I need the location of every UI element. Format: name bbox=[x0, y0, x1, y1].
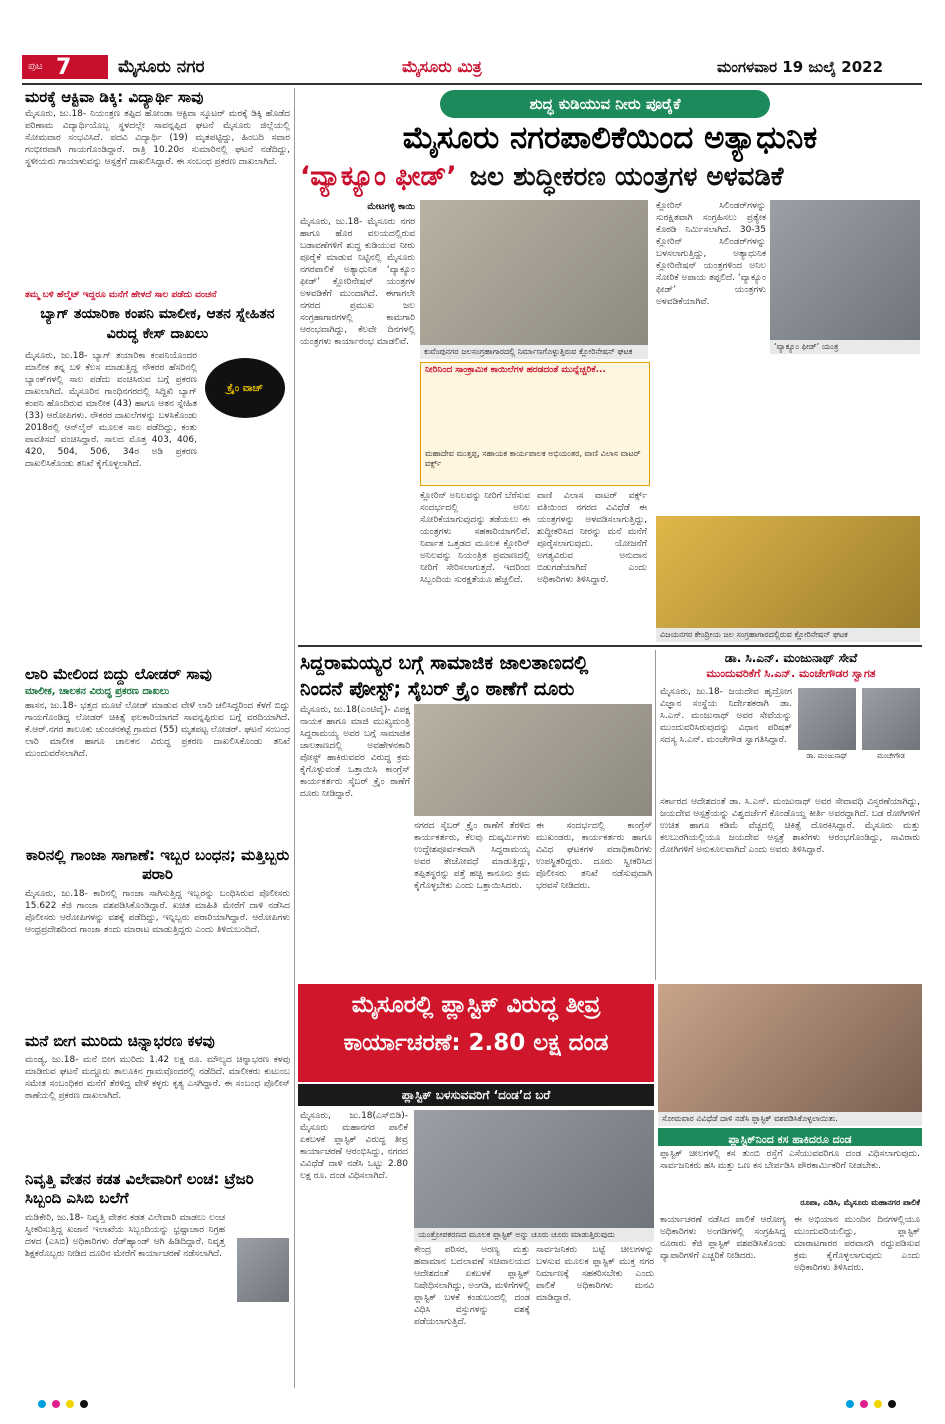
story-siddaramaiah-photo bbox=[414, 704, 652, 816]
plastic-body-a: ಮೈಸೂರು, ಜು.18(ಎಸ್‌ಬಿಡಿ)- ಮೈಸೂರು ಮಹಾನಗರ ಪಾಲಿಕೆ ಏಕಬಳಕೆ ಪ್ಲಾಸ್ಟಿಕ್ ವಿರುದ್ಧ ತೀವ್ರ ಕಾರ್ಯಾಚರಣೆ ಆರಂಭಿಸಿದ್ದು, ನಗರದ ವಿವಿಧೆಡೆ ದಾಳಿ ನಡೆಸಿ ಒಟ್ಟು 2.80 ಲಕ್ಷ ರೂ. ದಂಡ ವಿಧಿಸಲಾಗಿದೆ. bbox=[300, 1111, 408, 1181]
lead-photo-construction-caption: ಕುವೆಂಪುನಗರ ಜಲಸಂಗ್ರಹಾಗಾರದಲ್ಲಿ ನಿರ್ಮಾಣಗೊಳ್ಳುತ್ತಿರುವ ಕ್ಲೋರಿನೇಷನ್ ಘಟಕ bbox=[420, 345, 648, 359]
story-theft-body: ಮಂಡ್ಯ, ಜು.18- ಮನೆ ಬೀಗ ಮುರಿದು 1.42 ಲಕ್ಷ ರೂ. ಮೌಲ್ಯದ ಚಿನ್ನಾಭರಣ ಕಳವು ಮಾಡಿರುವ ಘಟನೆ ಮದ್ದೂರು ತಾಲೂಕಿನ ಗ್ರಾಮವೊಂದರಲ್ಲಿ ನಡೆದಿದೆ. ಮಾಲೀಕರು ಕುಟುಂಬ ಸಮೇತ ಸಂಬಂಧಿಕರ ಮನೆಗೆ ತೆರಳಿದ್ದ ವೇಳೆ ಕಳ್ಳರು ಕೃತ್ಯ ಎಸಗಿದ್ದಾರೆ. ಈ ಸಂಬಂಧ ಪೊಲೀಸ್ ಠಾಣೆಯಲ್ಲಿ ಪ್ರಕರಣ ದಾಖಲಾಗಿದೆ. bbox=[25, 1055, 290, 1101]
plastic-shredder-caption: ಯಂತ್ರೋಪಕರಣದ ಮೂಲಕ ಪ್ಲಾಸ್ಟಿಕ್ ಅನ್ನು ಚೂರು ಚೂರು ಮಾಡುತ್ತಿರುವುದು bbox=[414, 1228, 654, 1242]
lead-photo-vacuum-caption: ‘ವ್ಯಾಕ್ಯೂಂ ಫೀಡ್’ ಯಂತ್ರ bbox=[770, 340, 920, 354]
story-loader-body: ಹಾಸನ, ಜು.18- ಭತ್ತದ ಮೂಟೆ ಲೋಡ್ ಮಾಡುವ ವೇಳೆ ಲಾರಿ ಚಲಿಸಿದ್ದರಿಂದ ಕೆಳಗೆ ಬಿದ್ದು ಗಾಯಗೊಂಡಿದ್ದ ಲೋಡರ್ ಚಿಕಿತ್ಸೆ ಫಲಕಾರಿಯಾಗದೆ ಸಾವನ್ನಪ್ಪಿರುವ ಬಗ್ಗೆ ವರದಿಯಾಗಿದೆ. ಕೆ.ಆರ್.ನಗರ ತಾಲೂಕು ಚುಂಚನಕಟ್ಟೆ ಗ್ರಾಮದ (55) ಮೃತಪಟ್ಟ ಲೋಡರ್. ಘಟನೆ ಸಂಬಂಧ ಲಾರಿ ಮಾಲೀಕ ಹಾಗೂ ಚಾಲಕನ ವಿರುದ್ಧ ಪ್ರಕರಣ ದಾಖಲಿಸಿಕೊಂಡು ತನಿಖೆ ಮುಂದುವರೆಸಲಾಗಿದೆ. bbox=[25, 701, 290, 759]
plastic-raid-photo bbox=[658, 984, 922, 1112]
story-siddaramaiah-body-d bbox=[300, 848, 410, 980]
registration-dot-magenta bbox=[52, 1400, 60, 1408]
left-column bbox=[25, 88, 290, 1390]
story-bag-company-body-cont bbox=[25, 424, 290, 664]
story-manjunath-title-1: ಡಾ. ಸಿ.ಎನ್. ಮಂಜುನಾಥ್ ಸೇವೆ bbox=[724, 651, 858, 665]
story-siddaramaiah-body-c: ಈ ಸಂದರ್ಭದಲ್ಲಿ ಕಾಂಗ್ರೆಸ್ ಮುಖಂಡರು, ಕಾರ್ಯಕರ್ತರು ಹಾಗೂ ವಿವಿಧ ಘಟಕಗಳ ಪದಾಧಿಕಾರಿಗಳು ಉಪಸ್ಥಿತರಿದ್ದರು. ದೂರು ಸ್ವೀಕರಿಸಿದ ಪೊಲೀಸರು ತನಿಖೆ ನಡೆಸುವುದಾಗಿ ಭರವಸೆ ನೀಡಿದರು. bbox=[536, 821, 652, 891]
plastic-body-b: ಕೇಂದ್ರ ಪರಿಸರ, ಅರಣ್ಯ ಮತ್ತು ಹವಾಮಾನ ಬದಲಾವಣೆ ಸಚಿವಾಲಯದ ಆದೇಶದಂತೆ ಏಕಬಳಕೆ ಪ್ಲಾಸ್ಟಿಕ್ ನಿಷೇಧಿಸಲಾಗಿದ್ದು, ಅಂಗಡಿ, ಮಳಿಗೆಗಳಲ್ಲಿ ಪ್ಲಾಸ್ಟಿಕ್ ಬಳಕೆ ಕಂಡುಬಂದಲ್ಲಿ ದಂಡ ವಿಧಿಸಿ ವಸ್ತುಗಳನ್ನು ವಶಕ್ಕೆ ಪಡೆಯಲಾಗುತ್ತಿದೆ. bbox=[414, 1245, 530, 1327]
portrait-manjunath-caption: ಡಾ. ಮಂಜುನಾಥ್ bbox=[806, 752, 848, 760]
page-header bbox=[22, 55, 922, 81]
masthead-logo: ಮೈಸೂರು ಮಿತ್ರ bbox=[402, 57, 482, 76]
plastic-fine-box-body: ಪ್ಲಾಸ್ಟಿಕ್ ಚೀಲಗಳಲ್ಲಿ ಕಸ ತುಂಬಿ ರಸ್ತೆಗೆ ಎಸೆಯುವವರಿಗೂ ದಂಡ ವಿಧಿಸಲಾಗುವುದು. ಸಾರ್ವಜನಿಕರು ಹಸಿ ಮತ್ತು ಒಣ ಕಸ ಬೇರ್ಪಡಿಸಿ ಪೌರಕಾರ್ಮಿಕರಿಗೆ ನೀಡಬೇಕು. bbox=[660, 1149, 920, 1171]
page-number: 7 bbox=[56, 55, 72, 80]
left-column-divider bbox=[294, 88, 295, 1388]
story-acb-title: ನಿವೃತ್ತಿ ವೇತನ ಕಡತ ವಿಲೇವಾರಿಗೆ ಲಂಚ: ಟ್ರೆಜರಿ ಸಿಬ್ಬಂದಿ ಎಸಿಬಿ ಬಲೆಗೆ bbox=[25, 1170, 254, 1207]
plastic-raid-caption: ಸೋಮವಾರ ವಿವಿಧೆಡೆ ದಾಳಿ ನಡೆಸಿ ಪ್ಲಾಸ್ಟಿಕ್ ವಶಪಡಿಸಿಕೊಳ್ಳಲಾಯಿತು. bbox=[658, 1112, 922, 1126]
lead-headline-highlight: ‘ವ್ಯಾಕ್ಯೂಂ ಫೀಡ್’ bbox=[300, 161, 457, 192]
lead-kicker-text: ಶುದ್ಧ ಕುಡಿಯುವ ನೀರು ಪೂರೈಕೆ bbox=[529, 95, 681, 113]
lead-bottom-rule bbox=[298, 645, 922, 647]
story-manjunath-body-a: ಮೈಸೂರು, ಜು.18- ಜಯದೇವ ಹೃದ್ರೋಗ ವಿಜ್ಞಾನ ಸಂಸ್ಥೆಯ ನಿರ್ದೇಶಕರಾಗಿ ಡಾ. ಸಿ.ಎನ್. ಮಂಜುನಾಥ್ ಅವರ ಸೇವೆಯನ್ನು ಮುಂದುವರಿಸಿರುವುದನ್ನು ವಿಧಾನ ಪರಿಷತ್ ಸದಸ್ಯ ಸಿ.ಎನ್. ಮಂಚೇಗೌಡ ಸ್ವಾಗತಿಸಿದ್ದಾರೆ. bbox=[660, 687, 792, 745]
plastic-fine-box-title: ಪ್ಲಾಸ್ಟಿಕ್‌ನಿಂದ ಕಸ ಹಾಕಿದರೂ ದಂಡ bbox=[728, 1133, 852, 1146]
plastic-subtitle: ಪ್ಲಾಸ್ಟಿಕ್ ಬಳಸುವವರಿಗೆ ‘ದಂಡ’ದ ಬರೆ bbox=[401, 1088, 551, 1102]
lead-kicker bbox=[440, 90, 770, 118]
registration-dot-black bbox=[80, 1400, 88, 1408]
lead-info-box-sign: ಮಹಾದೇವ ಮುತ್ತಪ್ಪ, ಸಹಾಯಕ ಕಾರ್ಯಪಾಲಕ ಅಭಿಯಂತರ, ವಾಣಿ ವಿಲಾಸ ವಾಟರ್ ವರ್ಕ್ಸ್ bbox=[425, 449, 641, 468]
lead-col-1: ಮೈಸೂರು, ಜು.18- ಮೈಸೂರು ನಗರ ಹಾಗೂ ಹೊರ ವಲಯದಲ್ಲಿರುವ ಬಡಾವಣೆಗಳಿಗೆ ಶುದ್ಧ ಕುಡಿಯುವ ನೀರು ಪೂರೈಕೆ ಮಾಡುವ ನಿಟ್ಟಿನಲ್ಲಿ ಮೈಸೂರು ನಗರಪಾಲಿಕೆ ಅತ್ಯಾಧುನಿಕ ‘ವ್ಯಾಕ್ಯೂಂ ಫೀಡ್’ ಕ್ಲೋರಿನೇಷನ್ ಯಂತ್ರಗಳ ಅಳವಡಿಕೆಗೆ ಮುಂದಾಗಿದೆ. ಈಗಾಗಲೇ ನಗರದ ಪ್ರಮುಖ ಜಲ ಸಂಗ್ರಹಾಗಾರಗಳಲ್ಲಿ ಕಾಮಗಾರಿ ಆರಂಭವಾಗಿದ್ದು, ಕೆಲವೇ ದಿನಗಳಲ್ಲಿ ಯಂತ್ರಗಳು ಕಾರ್ಯಾರಂಭ ಮಾಡಲಿವೆ. bbox=[300, 217, 415, 347]
portrait-manchegowda-caption: ಮಂಚೇಗೌಡ bbox=[877, 752, 905, 760]
plastic-fine-box-sign: ರೂಪಾ, ಎಡಿಸಿ, ಮೈಸೂರು ಮಹಾನಗರ ಪಾಲಿಕೆ bbox=[800, 1198, 920, 1207]
plastic-subtitle-bar bbox=[298, 1084, 654, 1106]
page-number-box bbox=[22, 55, 108, 79]
story-loader-title: ಲಾರಿ ಮೇಲಿಂದ ಬಿದ್ದು ಲೋಡರ್ ಸಾವು bbox=[25, 665, 212, 683]
plastic-right-body-a: ಕಾರ್ಯಾಚರಣೆ ನಡೆಸಿದ ಪಾಲಿಕೆ ಆರೋಗ್ಯ ಅಧಿಕಾರಿಗಳು ಅಂಗಡಿಗಳಲ್ಲಿ ಸಂಗ್ರಹಿಸಿದ್ದ ನೂರಾರು ಕೆಜಿ ಪ್ಲಾಸ್ಟಿಕ್ ವಶಪಡಿಸಿಕೊಂಡು ವ್ಯಾಪಾರಿಗಳಿಗೆ ಎಚ್ಚರಿಕೆ ನೀಡಿದರು. bbox=[660, 1215, 786, 1261]
page-label: ಪುಟ bbox=[28, 61, 43, 72]
plastic-body-c: ಸಾರ್ವಜನಿಕರು ಬಟ್ಟೆ ಚೀಲಗಳನ್ನು ಬಳಸುವ ಮೂಲಕ ಪ್ಲಾಸ್ಟಿಕ್ ಮುಕ್ತ ನಗರ ನಿರ್ಮಾಣಕ್ಕೆ ಸಹಕರಿಸಬೇಕು ಎಂದು ಪಾಲಿಕೆ ಅಧಿಕಾರಿಗಳು ಮನವಿ ಮಾಡಿದ್ದಾರೆ. bbox=[536, 1245, 654, 1303]
lead-col-4: ಕ್ಲೋರಿನ್ ಸಿಲಿಂಡರ್‌ಗಳನ್ನು ಸುರಕ್ಷಿತವಾಗಿ ಸಂಗ್ರಹಿಸಲು ಪ್ರತ್ಯೇಕ ಕೊಠಡಿ ನಿರ್ಮಿಸಲಾಗಿದೆ. 30-35 ಕ್ಲೋರಿನ್ ಸಿಲಿಂಡರ್‌ಗಳನ್ನು ಬಳಸಲಾಗುತ್ತಿದ್ದು, ಅತ್ಯಾಧುನಿಕ ಕ್ಲೋರಿನೇಷನ್ ಯಂತ್ರಗಳಿಂದ ಅನಿಲ ಸೋರಿಕೆ ಅಪಾಯ ತಪ್ಪಲಿದೆ. ‘ವ್ಯಾಕ್ಯೂಂ ಫೀಡ್’ ಯಂತ್ರಗಳು ಅಳವಡಿಕೆಯಾಗಿವೆ. bbox=[656, 201, 766, 307]
lead-photo-chlorination-caption: ವಿಜಯನಗರ ಕೇಂದ್ರೀಯ ಜಲ ಸಂಗ್ರಹಾಗಾರದಲ್ಲಿರುವ ಕ್ಲೋರಿನೇಷನ್ ಘಟಕ bbox=[656, 628, 920, 642]
lead-byline: ಮೇಟಗಳ್ಳಿ ಕಾಯಿ bbox=[367, 202, 415, 212]
story-siddaramaiah-title-1: ಸಿದ್ದರಾಮಯ್ಯರ ಬಗ್ಗೆ ಸಾಮಾಜಿಕ ಜಾಲತಾಣದಲ್ಲಿ bbox=[300, 652, 589, 674]
story-bag-company-title: ಬ್ಯಾಗ್ ತಯಾರಿಕಾ ಕಂಪನಿ ಮಾಲೀಕ, ಆತನ ಸ್ನೇಹಿತನ ವಿರುದ್ಧ ಕೇಸ್ ದಾಖಲು bbox=[40, 306, 275, 342]
header-rule bbox=[22, 83, 922, 85]
registration-dot-black-2 bbox=[888, 1400, 896, 1408]
plastic-shredder-photo bbox=[414, 1110, 654, 1228]
story-loader-sub: ಮಾಲೀಕ, ಚಾಲಕನ ವಿರುದ್ಧ ಪ್ರಕರಣ ದಾಖಲು bbox=[25, 686, 170, 697]
lead-col-3: ವಾಣಿ ವಿಲಾಸ ವಾಟರ್ ವರ್ಕ್ಸ್ ವತಿಯಿಂದ ನಗರದ ವಿವಿಧೆಡೆ ಈ ಯಂತ್ರಗಳನ್ನು ಅಳವಡಿಸಲಾಗುತ್ತಿದ್ದು, ಶುದ್ಧೀಕರಿಸಿದ ನೀರನ್ನು ಮನೆ ಮನೆಗೆ ಪೂರೈಸಲಾಗುವುದು. ಯೋಜನೆಗೆ ಅಗತ್ಯವಿರುವ ಅನುದಾನ ಬಿಡುಗಡೆಯಾಗಿದೆ ಎಂದು ಅಧಿಕಾರಿಗಳು ತಿಳಿಸಿದ್ದಾರೆ. bbox=[537, 491, 647, 585]
portrait-manchegowda bbox=[862, 688, 920, 750]
crime-watch-label: ಕ್ರೈಂ ವಾಚ್ bbox=[227, 382, 263, 394]
issue-date: ಮಂಗಳವಾರ 19 ಜುಲೈ 2022 bbox=[717, 58, 884, 76]
story-theft-title: ಮನೆ ಬೀಗ ಮುರಿದು ಚಿನ್ನಾಭರಣ ಕಳವು bbox=[25, 1032, 215, 1050]
lead-info-box-title: ನೀರಿನಿಂದ ಸಾಂಕ್ರಾಮಿಕ ಕಾಯಿಲೆಗಳ ಹರಡದಂತೆ ಮುನ್ನೆಚ್ಚರಿಕೆ... bbox=[425, 365, 606, 375]
plastic-title-1: ಮೈಸೂರಲ್ಲಿ ಪ್ಲಾಸ್ಟಿಕ್ ವಿರುದ್ಧ ತೀವ್ರ bbox=[351, 992, 601, 1018]
story-siddaramaiah-title-2: ನಿಂದನೆ ಪೋಸ್ಟ್; ಸೈಬರ್ ಕ್ರೈಂ ಠಾಣೆಗೆ ದೂರು bbox=[300, 678, 575, 700]
lead-col-1-cont bbox=[300, 350, 415, 590]
lead-photo-chlorination-unit bbox=[656, 516, 920, 628]
lead-photo-construction bbox=[420, 200, 648, 345]
registration-dot-cyan bbox=[38, 1400, 46, 1408]
plastic-banner bbox=[298, 984, 654, 1082]
story-manjunath-body-b: ಸರ್ಕಾರದ ಆದೇಶದಂತೆ ಡಾ. ಸಿ.ಎನ್. ಮಂಜುನಾಥ್ ಅವರ ಸೇವಾವಧಿ ವಿಸ್ತರಣೆಯಾಗಿದ್ದು, ಜಯದೇವ ಆಸ್ಪತ್ರೆಯನ್ನು ವಿಶ್ವದರ್ಜೆಗೆ ಕೊಂಡೊಯ್ದ ಕೀರ್ತಿ ಅವರದ್ದಾಗಿದೆ. ಬಡ ರೋಗಿಗಳಿಗೆ ಉಚಿತ ಹಾಗೂ ಕಡಿಮೆ ವೆಚ್ಚದಲ್ಲಿ ಚಿಕಿತ್ಸೆ ದೊರಕಿಸಿದ್ದಾರೆ. ಮೈಸೂರು ಮತ್ತು ಕಲಬುರಗಿಯಲ್ಲಿಯೂ ಜಯದೇವ ಆಸ್ಪತ್ರೆ ಶಾಖೆಗಳು ಆರಂಭಗೊಂಡಿದ್ದು, ಸಾವಿರಾರು ರೋಗಿಗಳಿಗೆ ಅನುಕೂಲವಾಗಿದೆ ಎಂದು ಅವರು ತಿಳಿಸಿದ್ದಾರೆ. bbox=[660, 797, 920, 855]
story-ganja-title: ಕಾರಿನಲ್ಲಿ ಗಾಂಜಾ ಸಾಗಾಣೆ: ಇಬ್ಬರ ಬಂಧನ; ಮತ್ತಿಬ್ಬರು ಪರಾರಿ bbox=[25, 846, 290, 883]
registration-dot-yellow bbox=[66, 1400, 74, 1408]
plastic-fine-box-title-bar bbox=[658, 1128, 922, 1146]
story-ganja-body: ಮೈಸೂರು, ಜು.18- ಕಾರಿನಲ್ಲಿ ಗಾಂಜಾ ಸಾಗಿಸುತ್ತಿದ್ದ ಇಬ್ಬರನ್ನು ಬಂಧಿಸಿರುವ ಪೊಲೀಸರು 15.622 ಕೆಜಿ ಗಾಂಜಾ ವಶಪಡಿಸಿಕೊಂಡಿದ್ದಾರೆ. ಖಚಿತ ಮಾಹಿತಿ ಮೇರೆಗೆ ದಾಳಿ ನಡೆಸಿದ ಪೊಲೀಸರು ಆರೋಪಿಗಳನ್ನು ವಶಕ್ಕೆ ಪಡೆದಿದ್ದು, ಇನ್ನಿಬ್ಬರು ಪರಾರಿಯಾಗಿದ್ದಾರೆ. ಆರೋಪಿಗಳು ಆಂಧ್ರಪ್ರದೇಶದಿಂದ ಗಾಂಜಾ ತಂದು ಮಾರಾಟ ಮಾಡುತ್ತಿದ್ದರು ಎಂದು ತಿಳಿದುಬಂದಿದೆ. bbox=[25, 889, 290, 935]
lead-info-box-body bbox=[425, 377, 645, 447]
lead-photo-vacuum-machine bbox=[770, 200, 920, 340]
plastic-right-body-b: ಈ ಅಭಿಯಾನ ಮುಂದಿನ ದಿನಗಳಲ್ಲಿಯೂ ಮುಂದುವರಿಯಲಿದ್ದು, ಪ್ಲಾಸ್ಟಿಕ್ ಮಾರಾಟಗಾರರ ಪರವಾನಗಿ ರದ್ದುಪಡಿಸುವ ಕ್ರಮ ಕೈಗೊಳ್ಳಲಾಗುವುದು ಎಂದು ಅಧಿಕಾರಿಗಳು ತಿಳಿಸಿದರು. bbox=[794, 1215, 920, 1273]
registration-dot-cyan-2 bbox=[846, 1400, 854, 1408]
plastic-title-2: ಕಾರ್ಯಾಚರಣೆ: 2.80 ಲಕ್ಷ ದಂಡ bbox=[343, 1030, 609, 1056]
lead-headline-rest: ಜಲ ಶುದ್ಧೀಕರಣ ಯಂತ್ರಗಳ ಅಳವಡಿಕೆ bbox=[469, 162, 784, 192]
story-accident-title: ಮರಕ್ಕೆ ಆಕ್ಟಿವಾ ಡಿಕ್ಕಿ: ವಿದ್ಯಾರ್ಥಿ ಸಾವು bbox=[25, 88, 204, 106]
lead-info-box bbox=[420, 362, 650, 486]
story-bag-company-body: ಮೈಸೂರು, ಜು.18- ಬ್ಯಾಗ್ ತಯಾರಿಕಾ ಕಂಪನಿಯೊಂದರ ಮಾಲೀಕ ತನ್ನ ಬಳಿ ಕೆಲಸ ಮಾಡುತ್ತಿದ್ದ ನೌಕರರ ಹೆಸರಿನಲ್ಲಿ ಬ್ಯಾಂಕ್‌ಗಳಲ್ಲಿ ಸಾಲ ಪಡೆದು ವಂಚಿಸಿರುವ ಬಗ್ಗೆ ಪ್ರಕರಣ ದಾಖಲಾಗಿದೆ. ಮೈಸೂರಿನ ಗಾಂಧಿನಗರದಲ್ಲಿ ಸಿದ್ದಿಖಿ ಬ್ಯಾಗ್ ಕಂಪನಿ ಹೊಂದಿರುವ ಮಾಲೀಕ (43) ಹಾಗೂ ಆತನ ಸ್ನೇಹಿತ (33) ಆರೋಪಿಗಳು. ನೌಕರರ ದಾಖಲೆಗಳನ್ನು ಬಳಸಿಕೊಂಡು 2018ರಲ್ಲಿ ಆನ್‌ಲೈನ್ ಮೂಲಕ ಸಾಲ ಪಡೆದಿದ್ದು, ಕಂತು ಪಾವತಿಸದೆ ವಂಚಿಸಿದ್ದಾರೆ. ಸಾಲದ ಮೊತ್ತ 403, 406, 420, 504, 506, 34ರ ಅಡಿ ಪ್ರಕರಣ ದಾಖಲಿಸಿಕೊಂಡು ತನಿಖೆ ಕೈಗೊಳ್ಳಲಾಗಿದೆ. bbox=[25, 351, 197, 469]
lead-headline-line-2 bbox=[300, 158, 920, 198]
story-loan-fraud-kicker: ತಮ್ಮ ಬಳಿ ಹೆಲ್ಮೆಟ್ ಇದ್ದರೂ ಮನೆಗೆ ಹೇಳದೆ ಸಾಲ ಪಡೆದು ವಂಚನೆ bbox=[25, 290, 217, 300]
registration-dot-yellow-2 bbox=[874, 1400, 882, 1408]
story-siddaramaiah-body-a: ಮೈಸೂರು, ಜು.18(ಎಂಟಿವೈ)- ವಿಪಕ್ಷ ನಾಯಕ ಹಾಗೂ ಮಾಜಿ ಮುಖ್ಯಮಂತ್ರಿ ಸಿದ್ದರಾಮಯ್ಯ ಅವರ ಬಗ್ಗೆ ಸಾಮಾಜಿಕ ಜಾಲತಾಣದಲ್ಲಿ ಅವಹೇಳನಕಾರಿ ಪೋಸ್ಟ್ ಹಾಕಿರುವವರ ವಿರುದ್ಧ ಕ್ರಮ ಕೈಗೊಳ್ಳುವಂತೆ ಒತ್ತಾಯಿಸಿ ಕಾಂಗ್ರೆಸ್ ಕಾರ್ಯಕರ್ತರು ಸೈಬರ್ ಕ್ರೈಂ ಠಾಣೆಗೆ ದೂರು ನೀಡಿದ್ದಾರೆ. bbox=[300, 705, 410, 799]
lead-col-5 bbox=[770, 356, 920, 512]
section-name: ಮೈಸೂರು ನಗರ bbox=[118, 57, 205, 77]
mid-right-divider bbox=[655, 650, 656, 980]
portrait-manjunath bbox=[798, 688, 856, 750]
story-manjunath-title-2: ಮುಂದುವರಿಕೆಗೆ ಸಿ.ಎನ್. ಮಂಚೇಗೌಡರ ಸ್ವಾಗತ bbox=[706, 667, 876, 680]
story-acb-body: ಮಡಿಕೇರಿ, ಜು.18- ನಿವೃತ್ತಿ ವೇತನ ಕಡತ ವಿಲೇವಾರಿ ಮಾಡಲು ಲಂಚ ಸ್ವೀಕರಿಸುತ್ತಿದ್ದ ಖಜಾನೆ ಇಲಾಖೆಯ ಸಿಬ್ಬಂದಿಯನ್ನು ಭ್ರಷ್ಟಾಚಾರ ನಿಗ್ರಹ ದಳದ (ಎಸಿಬಿ) ಅಧಿಕಾರಿಗಳು ರೆಡ್‌ಹ್ಯಾಂಡ್ ಆಗಿ ಹಿಡಿದಿದ್ದಾರೆ. ನಿವೃತ್ತ ಶಿಕ್ಷಕರೊಬ್ಬರು ನೀಡಿದ ದೂರಿನ ಮೇರೆಗೆ ಕಾರ್ಯಾಚರಣೆ ನಡೆಸಲಾಗಿದೆ. bbox=[25, 1213, 225, 1259]
story-siddaramaiah-body-b: ನಗರದ ಸೈಬರ್ ಕ್ರೈಂ ಠಾಣೆಗೆ ತೆರಳಿದ ಕಾರ್ಯಕರ್ತರು, ಕೆಲವು ದುಷ್ಕರ್ಮಿಗಳು ಉದ್ದೇಶಪೂರ್ವಕವಾಗಿ ಸಿದ್ದರಾಮಯ್ಯ ಅವರ ತೇಜೋವಧೆ ಮಾಡುತ್ತಿದ್ದು, ತಪ್ಪಿತಸ್ಥರನ್ನು ಪತ್ತೆ ಹಚ್ಚಿ ಕಾನೂನು ಕ್ರಮ ಕೈಗೊಳ್ಳಬೇಕು ಎಂದು ಒತ್ತಾಯಿಸಿದರು. bbox=[414, 821, 530, 891]
lead-headline-line-1: ಮೈಸೂರು ನಗರಪಾಲಿಕೆಯಿಂದ ಅತ್ಯಾಧುನಿಕ bbox=[402, 120, 818, 156]
registration-dot-magenta-2 bbox=[860, 1400, 868, 1408]
acb-accused-photo bbox=[237, 1238, 289, 1302]
crime-watch-badge bbox=[205, 358, 285, 418]
lead-col-2: ಕ್ಲೋರಿನ್ ಅನಿಲವನ್ನು ನೀರಿಗೆ ಬೆರೆಸುವ ಸಂದರ್ಭದಲ್ಲಿ ಅನಿಲ ಸೋರಿಕೆಯಾಗುವುದನ್ನು ತಡೆಯಲು ಈ ಯಂತ್ರಗಳು ಸಹಕಾರಿಯಾಗಲಿವೆ. ನಿರ್ವಾತ ಒತ್ತಡದ ಮೂಲಕ ಕ್ಲೋರಿನ್ ಅನಿಲವನ್ನು ನಿಯಂತ್ರಿತ ಪ್ರಮಾಣದಲ್ಲಿ ನೀರಿಗೆ ಸೇರಿಸಲಾಗುತ್ತದೆ. ಇದರಿಂದ ಸಿಬ್ಬಂದಿಯ ಸುರಕ್ಷತೆಯೂ ಹೆಚ್ಚಲಿದೆ. bbox=[420, 491, 530, 585]
story-accident-body: ಮೈಸೂರು, ಜು.18- ನಿಯಂತ್ರಣ ತಪ್ಪಿದ ಹೋಂಡಾ ಆಕ್ಟಿವಾ ಸ್ಕೂಟರ್ ಮರಕ್ಕೆ ಡಿಕ್ಕಿ ಹೊಡೆದ ಪರಿಣಾಮ ವಿದ್ಯಾರ್ಥಿಯೊಬ್ಬ ಸ್ಥಳದಲ್ಲೇ ಸಾವನ್ನಪ್ಪಿದ ಘಟನೆ ಮೈಸೂರು ಜಿಲ್ಲೆಯಲ್ಲಿ ಸೋಮವಾರ ಸಂಭವಿಸಿದೆ. ಪದವಿ ವಿದ್ಯಾರ್ಥಿ (19) ಮೃತಪಟ್ಟಿದ್ದು, ಹಿಂಬದಿ ಸವಾರ ಗಂಭೀರವಾಗಿ ಗಾಯಗೊಂಡಿದ್ದಾರೆ. ರಾತ್ರಿ 10.20ರ ಸುಮಾರಿನಲ್ಲಿ ಘಟನೆ ನಡೆದಿದ್ದು, ಸ್ಥಳೀಯರು ಗಾಯಾಳುವನ್ನು ಆಸ್ಪತ್ರೆಗೆ ದಾಖಲಿಸಿದ್ದಾರೆ. ಈ ಸಂಬಂಧ ಪ್ರಕರಣ ದಾಖಲಾಗಿದೆ. bbox=[25, 109, 290, 167]
